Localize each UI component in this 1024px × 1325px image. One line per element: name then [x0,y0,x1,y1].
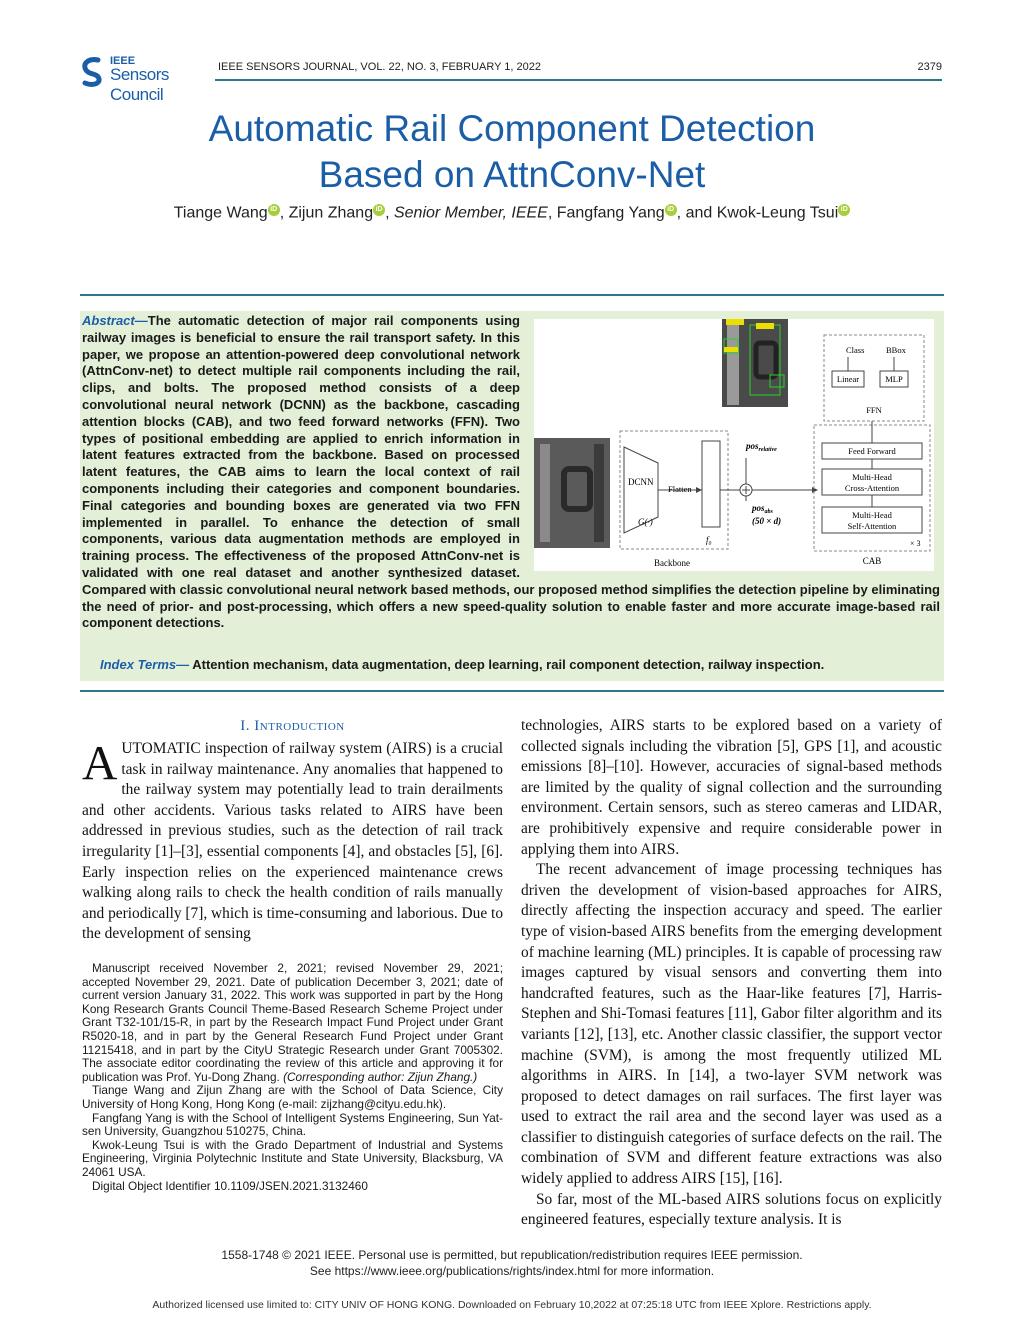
ffn-label: FFN [866,405,882,415]
pos-relative-label [745,441,777,453]
mlp-label: MLP [885,374,903,384]
pos-abs-label [751,503,774,515]
index-terms [100,657,940,672]
index-terms-body: Attention mechanism, data augmentation, deep learning, rail component detection, railway inspection. [189,657,825,672]
title-line-1: Automatic Rail Component Detection [208,108,816,149]
intro-paragraph-4: So far, most of the ML-based AIRS solutions focus on explicitly engineered features, especially texture analysis. It is [521,1190,942,1229]
logo-ieee-text: IEEE [110,55,136,67]
self-attention-label-1: Multi-Head [852,510,892,520]
author-list: Tiange Wang iD , Zijun Zhang iD , Senior Member, IEEE, Fangfang Yang iD , and Kwok-Leung Tsui iD [80,204,944,222]
flatten-label: Flatten [668,484,692,494]
right-column [521,716,942,1231]
orcid-icon[interactable]: iD [268,204,280,216]
copyright-line-2[interactable]: See https://www.ieee.org/publications/rights/index.html for more information. [309,1264,715,1278]
abstract-body: The automatic detection of major rail components using railway images is beneficial to ensure the rail transport safety. In this paper, we propose an attention-powered deep convolutional network (AttnConv-net) to detect multiple rail components including the rail, clips, and bolts. The proposed method consists of a deep convolutional neural network (DCNN) as the backbone, cascading attention blocks (CAB), and two feed forward networks (FFN). Two types of positional embedding are applied to enrich information in latent features extracted from the backbone. Based on processed latent features, the CAB aims to learn the local context of rail components including their categories and component boundaries. Final categories and bounding boxes are generated via two FFN implemented in parallel. To enhance the detection of small components, various data augmentation methods are employed in training process. The effectiveness of the proposed AttnConv-net is validated with one real dataset and another synthesized dataset. Compared with classic convolutional neural network based methods, our proposed method simplifies the detection pipeline by eliminating the need of prior- and post-processing, which offers a new speed-quality solution to enable faster and more accurate image-based rail component detections. [82,313,940,631]
running-head: IEEE SENSORS JOURNAL, VOL. 22, NO. 3, FEBRUARY 1, 2022 [218,61,541,73]
paper-title [80,106,944,198]
section-number: I. [240,718,251,734]
f0-label: f₀ [706,535,712,545]
author-2-role: Senior Member, IEEE [393,204,548,222]
ieee-sensors-council-logo [80,55,210,104]
index-terms-label: Index Terms— [100,657,190,672]
g-function-label: G(·) [638,517,653,527]
copyright-notice [80,1247,944,1279]
dcnn-label: DCNN [628,477,654,487]
footnote-doi: Digital Object Identifier 10.1109/JSEN.2021.3132460 [92,1178,368,1193]
architecture-diagram [534,319,934,571]
footnote-affiliation-2: Fangfang Yang is with the School of Intelligent Systems Engineering, Sun Yat-sen University, Guangzhou 510275, China. [82,1110,503,1139]
header-rule [215,79,942,81]
abstract-top-rule [80,294,944,296]
author-3: Fangfang Yang [556,204,665,222]
cross-attention-label-1: Multi-Head [852,472,892,482]
cross-attention-label-2: Cross-Attention [844,483,900,493]
intro-paragraph-2: technologies, AIRS starts to be explored based on a variety of collected signals including the vibration [5], GPS [1], and acoustic emissions [8]–[10]. However, accuracies of signal-based methods are limited by the quality of signal collection and the surrounding environment. Certain sensors, such as stereo cameras and LIDAR, are prohibitively expensive and require considerable power in applying them into AIRS. [521,717,942,858]
linear-label: Linear [836,374,860,384]
flatten-vector [702,441,720,527]
copyright-line-1: 1558-1748 © 2021 IEEE. Personal use is permitted, but republication/redistribution requires IEEE permission. [221,1248,803,1262]
page-number: 2379 [917,61,942,73]
footnote-affiliation-3: Kwok-Leung Tsui is with the Grado Department of Industrial and Systems Engineering, Virginia Polytechnic Institute and State University, Blacksburg, VA 24061 USA. [82,1137,503,1179]
author-4-prefix: , and [676,204,717,222]
sensors-council-logo-icon [80,57,106,87]
drop-cap: A [82,735,118,790]
footnote-affiliation-1: Tiange Wang and Zijun Zhang are with the School of Data Science, City University of Hong Kong, Hong Kong (e-mail: zijzhang@cityu.edu.hk). [82,1083,503,1111]
graphical-abstract-figure [534,319,934,571]
authorized-use-notice: Authorized licensed use limited to: CITY UNIV OF HONG KONG. Downloaded on February 10,2022 at 07:25:18 UTC from IEEE Xplore. Restrictions apply. [152,1299,872,1311]
footnote [82,962,503,1193]
pos-abs-subscript: abs [764,509,773,515]
abstract-bottom-rule [80,690,944,692]
orcid-icon[interactable]: iD [838,204,850,216]
section-title: Introduction [254,718,345,734]
orcid-icon[interactable]: iD [373,204,385,216]
cab-label: CAB [862,556,882,566]
backbone-label: Backbone [654,558,690,568]
pos-abs-dimension: (50 × d) [752,516,782,526]
orcid-icon[interactable]: iD [665,204,677,216]
pos-relative-text: pos [746,441,759,451]
repeat-count-label: × 3 [910,539,921,548]
author-2: Zijun Zhang [288,204,374,222]
pos-relative-subscript: relative [758,447,777,453]
logo-sensors-council-text: Sensors Council [110,65,169,104]
intro-paragraph-3: The recent advancement of image processing techniques has driven the development of vision-based approaches for AIRS, directly affecting the inspection accuracy and speed. The earlier type of vision-based AIRS benefits from the emerging development of machine learning (ML) principles. It is capable of processing raw images captured by visual sensors and converting them into handcrafted features, such as the Haar-like features [7], Harris-Stephen and Shi-Tomasi features [11], Gabor filter algorithm and its variants [12], [13], etc. Another classic classifier, the support vector machine (SVM), is among the most frequently utilized ML algorithms in AIRS. In [14], a two-layer SVM network was proposed to detect damages on rail surfaces. The first layer was used to extract the rail area and the second layer was used as a classifier to distinguish categories of surface defects on the rail. The combination of SVM and different feature extractions was also widely applied to address AIRS [15], [16]. [521,861,942,1188]
title-line-2: Based on AttnConv-Net [318,154,706,195]
footnote-manuscript: Manuscript received November 2, 2021; revised November 29, 2021; accepted November 29, 2021. Date of publication December 3, 2021; date of current version January 31, 2022. This work was supported in part by the Hong Kong Research Grants Council Theme-Based Research Scheme Project under Grant T32-101/15-R, in part by the Research Impact Fund Project under Grant R5020-18, and in part by the General Research Fund Project under Grant 11215418, and in part by the CityU Strategic Research under Grant 7005302. The associate editor coordinating the review of this article and approving it for publication was Prof. Yu-Dong Zhang. [82,961,503,1084]
author-1: Tiange Wang [173,204,268,222]
section-heading-introduction [80,718,505,735]
footnote-corresponding: (Corresponding author: Zijun Zhang.) [283,1069,478,1084]
pos-abs-text: pos [752,503,765,513]
left-column [82,735,504,945]
feed-forward-label: Feed Forward [848,446,896,456]
abstract-label: Abstract— [82,313,148,328]
bbox-label: BBox [886,345,906,355]
intro-paragraph-1: UTOMATIC inspection of railway system (AIRS) is a crucial task in railway maintenance. Any anomalies that happened to the railway system may potentially lead to train derailments and other accidents. Various tasks related to AIRS have been addressed in previous studies, such as the detection of rail track irregularity [1]–[3], essential components [4], and obstacles [5], [6]. Early inspection relies on the experienced maintenance crews walking along rails to check the health condition of rails manually and periodically [7], which is time-consuming and laborious. Due to the development of sensing [82,740,504,943]
class-label: Class [846,345,865,355]
author-4: Kwok-Leung Tsui [716,204,839,222]
self-attention-label-2: Self-Attention [847,521,897,531]
